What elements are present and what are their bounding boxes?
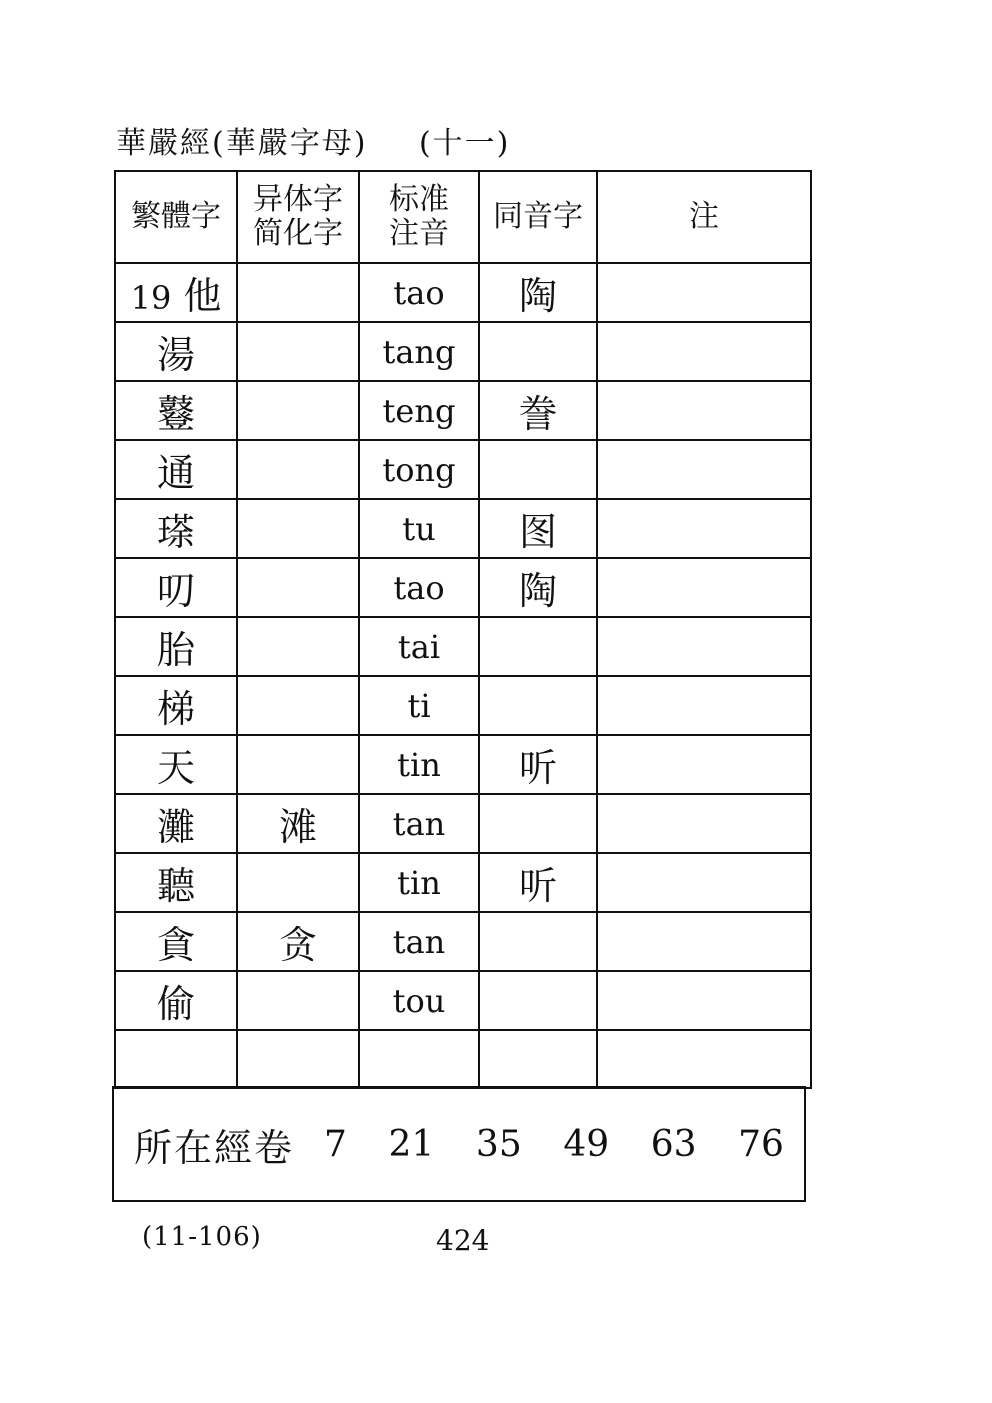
homophone-cell	[479, 971, 597, 1030]
pinyin-cell: tu	[359, 499, 479, 558]
traditional-char-cell	[115, 853, 237, 912]
traditional-char: 聽	[156, 864, 195, 908]
volume-numbers	[324, 1124, 804, 1165]
traditional-char: 他	[183, 274, 222, 318]
pinyin-cell: tan	[359, 912, 479, 971]
note-cell	[597, 735, 811, 794]
pinyin-cell: tao	[359, 558, 479, 617]
traditional-char: 灘	[156, 805, 195, 849]
header-traditional: 繁體字	[115, 171, 237, 263]
table-row	[115, 440, 811, 499]
blank-cell	[597, 1030, 811, 1088]
traditional-char-cell	[115, 499, 237, 558]
blank-cell	[237, 1030, 359, 1088]
homophone-cell: 陶	[479, 263, 597, 322]
note-cell	[597, 322, 811, 381]
variant-char-cell	[237, 853, 359, 912]
variant-char-cell	[237, 971, 359, 1030]
header-homophone: 同音字	[479, 171, 597, 263]
header-pinyin-line1: 标准	[389, 182, 449, 217]
traditional-char-cell	[115, 794, 237, 853]
pinyin-cell: tang	[359, 322, 479, 381]
title-sub: (十一)	[418, 126, 511, 161]
variant-char-cell	[237, 735, 359, 794]
variant-char-cell	[237, 263, 359, 322]
traditional-char-cell	[115, 735, 237, 794]
variant-char-cell	[237, 381, 359, 440]
note-cell	[597, 617, 811, 676]
volume-number: 63	[650, 1123, 697, 1165]
header-row	[115, 171, 811, 263]
variant-char-cell	[237, 499, 359, 558]
traditional-char-cell	[115, 971, 237, 1030]
title-main: 華嚴經(華嚴字母)	[116, 126, 368, 161]
blank-cell	[359, 1030, 479, 1088]
header-variant	[237, 171, 359, 263]
header-pinyin-line2: 注音	[389, 216, 449, 251]
homophone-cell	[479, 676, 597, 735]
variant-char-cell: 贪	[237, 912, 359, 971]
blank-row	[115, 1030, 811, 1088]
volume-label: 所在經卷	[134, 1125, 295, 1170]
traditional-char: 貪	[156, 923, 195, 967]
homophone-cell: 听	[479, 735, 597, 794]
homophone-cell: 陶	[479, 558, 597, 617]
note-cell	[597, 263, 811, 322]
note-cell	[597, 381, 811, 440]
traditional-char: 梯	[156, 687, 195, 731]
pinyin-cell: tou	[359, 971, 479, 1030]
traditional-char: 叨	[156, 569, 195, 613]
pinyin-cell: tin	[359, 853, 479, 912]
homophone-cell: 听	[479, 853, 597, 912]
character-table	[114, 170, 812, 1089]
traditional-char: 天	[156, 746, 195, 790]
traditional-char-cell	[115, 558, 237, 617]
table-row	[115, 322, 811, 381]
traditional-char-cell	[115, 676, 237, 735]
table-row	[115, 971, 811, 1030]
traditional-char: 鼟	[156, 392, 195, 436]
blank-cell	[115, 1030, 237, 1088]
table-row	[115, 735, 811, 794]
table-row	[115, 676, 811, 735]
traditional-char-cell	[115, 617, 237, 676]
variant-char-cell	[237, 558, 359, 617]
volume-number: 7	[324, 1123, 347, 1165]
homophone-cell	[479, 912, 597, 971]
volume-number: 21	[388, 1123, 435, 1165]
homophone-cell: 誊	[479, 381, 597, 440]
traditional-char: 瑹	[156, 510, 195, 554]
entry-number: 19	[130, 279, 172, 317]
traditional-char-cell	[115, 263, 237, 322]
pinyin-cell: tong	[359, 440, 479, 499]
header-note: 注	[597, 171, 811, 263]
table-row	[115, 912, 811, 971]
pinyin-cell: tao	[359, 263, 479, 322]
page-title	[116, 118, 510, 162]
homophone-cell	[479, 440, 597, 499]
note-cell	[597, 499, 811, 558]
variant-char-cell: 滩	[237, 794, 359, 853]
homophone-cell	[479, 794, 597, 853]
variant-char-cell	[237, 440, 359, 499]
footer-reference: (11-106)	[142, 1222, 262, 1252]
traditional-char: 湯	[156, 333, 195, 377]
pinyin-cell: tan	[359, 794, 479, 853]
table-body	[115, 263, 811, 1088]
volume-number: 49	[563, 1123, 610, 1165]
header-variant-line1: 异体字	[253, 182, 343, 217]
note-cell	[597, 440, 811, 499]
page-number: 424	[436, 1224, 490, 1257]
traditional-char-cell	[115, 912, 237, 971]
variant-char-cell	[237, 676, 359, 735]
pinyin-cell: ti	[359, 676, 479, 735]
note-cell	[597, 912, 811, 971]
header-variant-line2: 简化字	[253, 216, 343, 251]
traditional-char-cell	[115, 381, 237, 440]
variant-char-cell	[237, 617, 359, 676]
table-row	[115, 617, 811, 676]
traditional-char-cell	[115, 440, 237, 499]
traditional-char: 偷	[156, 982, 195, 1026]
pinyin-cell: tai	[359, 617, 479, 676]
traditional-char: 胎	[156, 628, 195, 672]
volume-box	[112, 1086, 806, 1202]
table-row	[115, 794, 811, 853]
note-cell	[597, 971, 811, 1030]
homophone-cell	[479, 322, 597, 381]
pinyin-cell: teng	[359, 381, 479, 440]
variant-char-cell	[237, 322, 359, 381]
note-cell	[597, 853, 811, 912]
table-row	[115, 499, 811, 558]
traditional-char-cell	[115, 322, 237, 381]
pinyin-cell: tin	[359, 735, 479, 794]
volume-number: 76	[738, 1123, 784, 1165]
table-row	[115, 381, 811, 440]
table-row	[115, 558, 811, 617]
note-cell	[597, 794, 811, 853]
note-cell	[597, 558, 811, 617]
traditional-char: 通	[156, 451, 195, 495]
table-row	[115, 263, 811, 322]
homophone-cell	[479, 617, 597, 676]
note-cell	[597, 676, 811, 735]
blank-cell	[479, 1030, 597, 1088]
table-row	[115, 853, 811, 912]
homophone-cell: 图	[479, 499, 597, 558]
header-pinyin	[359, 171, 479, 263]
volume-number: 35	[475, 1123, 522, 1165]
